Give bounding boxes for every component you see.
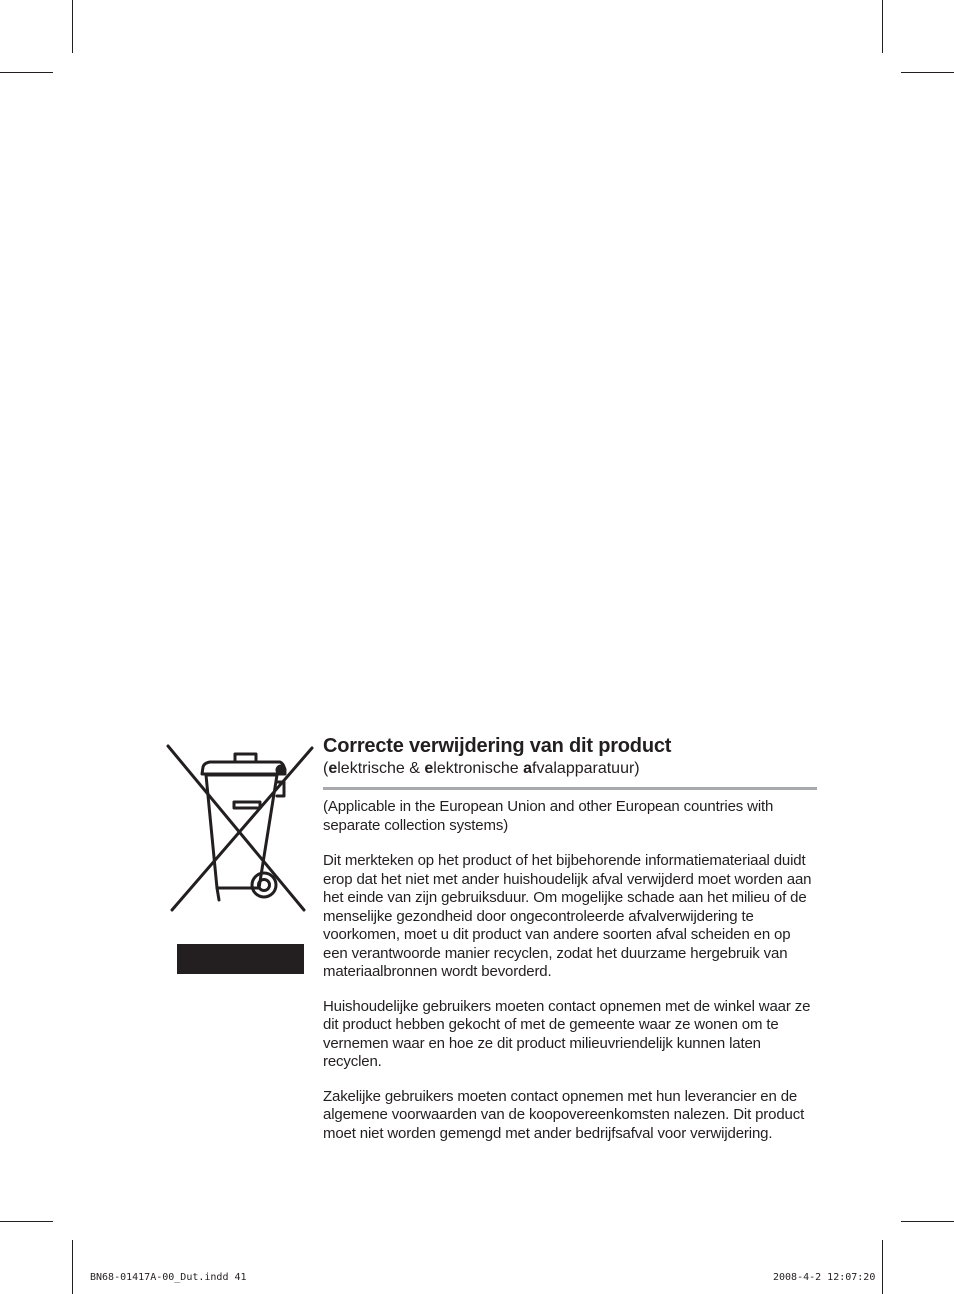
subtitle-bold-a: a bbox=[523, 760, 533, 777]
footer-file-info: BN68-01417A-00_Dut.indd 41 bbox=[90, 1272, 247, 1283]
subtitle-afvalapparatuur: fvalapparatuur) bbox=[532, 760, 640, 777]
section-divider bbox=[323, 787, 817, 790]
footer-datetime: 2008-4-2 12:07:20 bbox=[773, 1272, 876, 1283]
crop-mark-top-right-horizontal bbox=[901, 72, 954, 73]
crop-mark-bottom-left-vertical bbox=[72, 1240, 73, 1294]
subtitle-elektrische: lektrische & bbox=[337, 760, 425, 777]
section-subtitle bbox=[323, 759, 817, 779]
crop-mark-bottom-right-horizontal bbox=[901, 1221, 954, 1222]
paragraph-household-users: Huishoudelijke gebruikers moeten contact opnemen met de winkel waar ze dit product hebben gekocht of met de gemeente waar ze wonen om te vernemen waar en hoe ze dit product milieuvriendelijk kunnen laten recyclen. bbox=[323, 997, 811, 1070]
crossed-out-wheelie-bin-icon bbox=[164, 742, 316, 914]
paragraph-marking-explanation: Dit merkteken op het product of het bijbehorende informatiemateriaal duidt erop dat het niet met ander huishoudelijk afval verwijderd moet worden aan het einde van zijn gebruiksduur. Om mogelijke schade aan het milieu of de menselijke gezondheid door ongecontroleerde afvalverwijdering te voorkomen, moet u dit product van andere soorten afval scheiden en op een verantwoorde manier recyclen, zodat het duurzame hergebruik van materiaalbronnen wordt bevorderd. bbox=[323, 852, 812, 980]
crop-mark-top-left-vertical bbox=[72, 0, 73, 53]
crop-mark-bottom-right-vertical bbox=[882, 1240, 883, 1294]
paragraph-applicability: (Applicable in the European Union and other European countries with separate collection systems) bbox=[323, 798, 774, 834]
crop-mark-bottom-left-horizontal bbox=[0, 1221, 53, 1222]
section-title: Correcte verwijdering van dit product bbox=[323, 735, 672, 757]
disposal-section bbox=[323, 734, 817, 1143]
weee-black-bar bbox=[177, 944, 304, 974]
subtitle-open-paren: ( bbox=[323, 760, 329, 777]
crop-mark-top-right-vertical bbox=[882, 0, 883, 53]
subtitle-bold-e-2: e bbox=[424, 760, 434, 777]
crop-mark-top-left-horizontal bbox=[0, 72, 53, 73]
subtitle-bold-e-1: e bbox=[328, 760, 338, 777]
paragraph-business-users: Zakelijke gebruikers moeten contact opnemen met hun leverancier en de algemene voorwaarden van de koopovereenkomsten nalezen. Dit product moet niet worden gemengd met ander bedrijfsafval voor verwijdering. bbox=[323, 1087, 805, 1142]
subtitle-elektronische: lektronische bbox=[433, 760, 524, 777]
